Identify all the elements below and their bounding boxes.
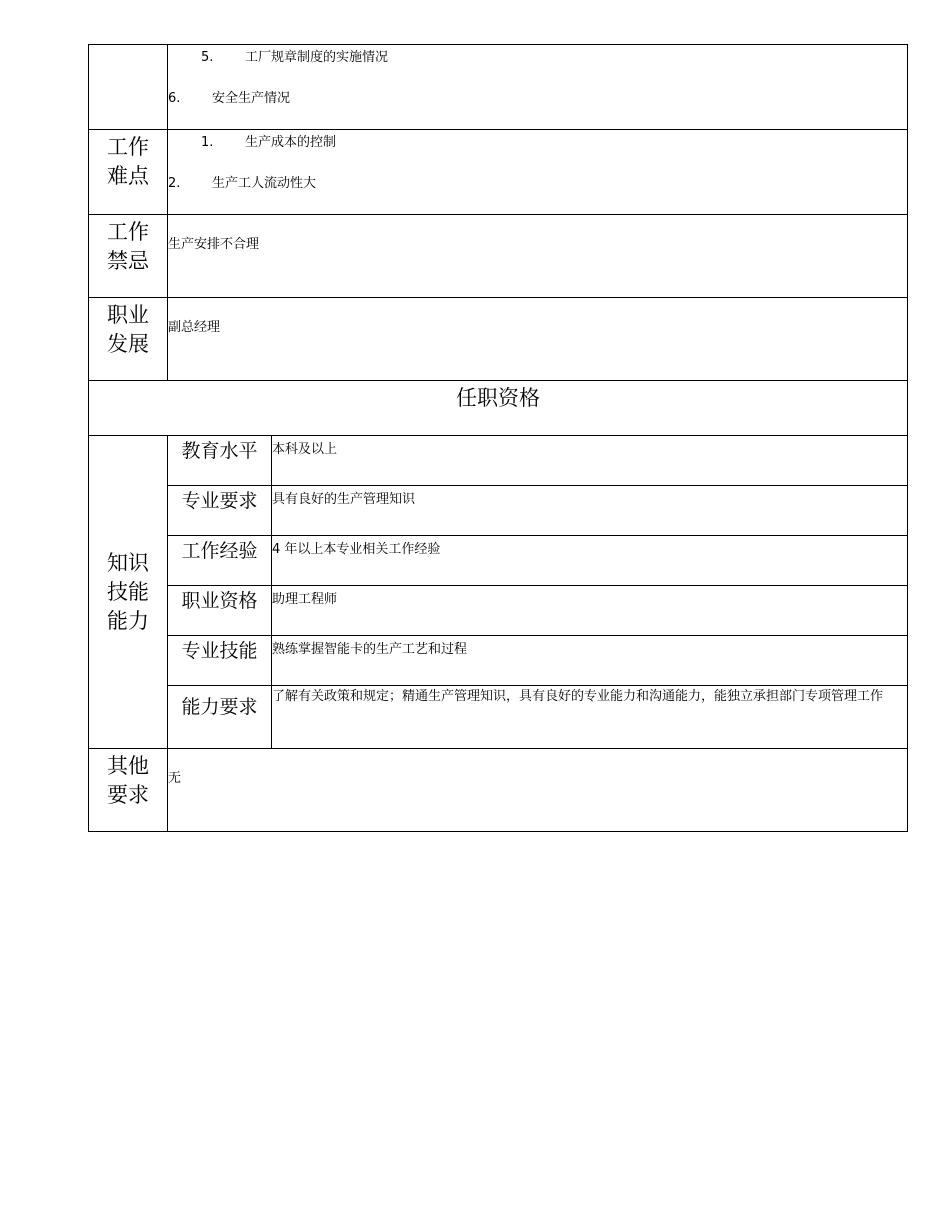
career-row [89, 298, 908, 381]
qualification-row [89, 686, 908, 749]
ability-requirement-value: 了解有关政策和规定；精通生产管理知识，具有良好的专业能力和沟通能力，能独立承担部门专项管理工作 [272, 686, 908, 749]
major-requirement-value: 具有良好的生产管理知识 [272, 486, 908, 536]
list-item: 1. 生产成本的控制 [201, 135, 337, 150]
section-title: 任职资格 [89, 381, 908, 436]
other-content: 无 [168, 749, 908, 832]
career-label: 职业 发展 [89, 298, 168, 381]
qualification-row [89, 436, 908, 486]
taboos-label: 工作 禁忌 [89, 215, 168, 298]
difficulties-content [168, 130, 908, 215]
certification-label: 职业资格 [168, 586, 272, 636]
difficulties-label: 工作 难点 [89, 130, 168, 215]
continued-row [89, 45, 908, 130]
qualifications-title-row [89, 381, 908, 436]
education-value: 本科及以上 [272, 436, 908, 486]
qualification-row [89, 486, 908, 536]
other-row [89, 749, 908, 832]
qualification-row [89, 586, 908, 636]
knowledge-skill-ability-label: 知识 技能 能力 [89, 436, 168, 749]
qualification-row [89, 536, 908, 586]
difficulties-row [89, 130, 908, 215]
taboos-row [89, 215, 908, 298]
ability-requirement-label: 能力要求 [168, 686, 272, 749]
list-item: 2. 生产工人流动性大 [168, 176, 317, 191]
list-item: 6. 安全生产情况 [168, 91, 291, 106]
work-experience-value: 4 年以上本专业相关工作经验 [272, 536, 908, 586]
continued-content [168, 45, 908, 130]
work-experience-label: 工作经验 [168, 536, 272, 586]
job-description-table [88, 44, 908, 832]
professional-skill-value: 熟练掌握智能卡的生产工艺和过程 [272, 636, 908, 686]
certification-value: 助理工程师 [272, 586, 908, 636]
continued-label-cell [89, 45, 168, 130]
professional-skill-label: 专业技能 [168, 636, 272, 686]
taboos-content: 生产安排不合理 [168, 215, 908, 298]
other-label: 其他 要求 [89, 749, 168, 832]
career-content: 副总经理 [168, 298, 908, 381]
major-requirement-label: 专业要求 [168, 486, 272, 536]
education-label: 教育水平 [168, 436, 272, 486]
qualification-row [89, 636, 908, 686]
list-item: 5. 工厂规章制度的实施情况 [201, 50, 389, 65]
